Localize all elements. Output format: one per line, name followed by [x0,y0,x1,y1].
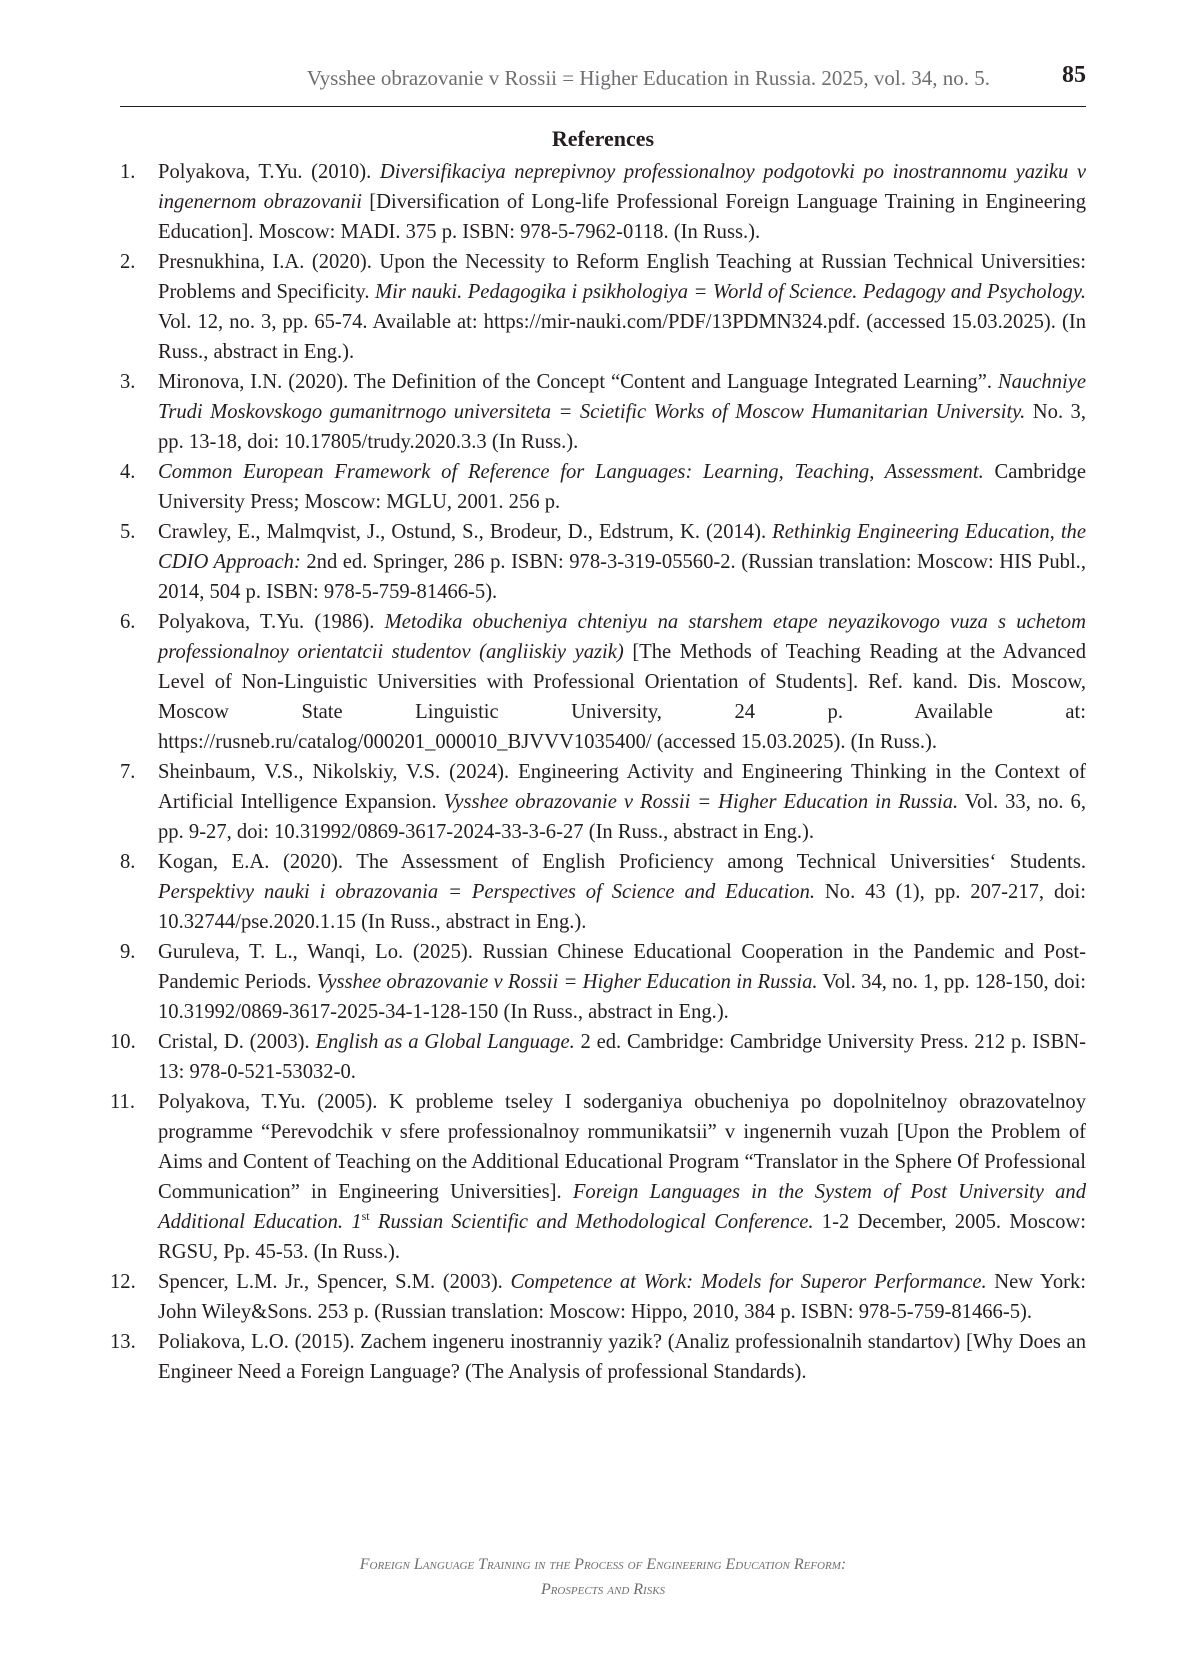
reference-title: Common European Framework of Reference for Languages: Learning, Teaching, Assessment. [158,461,984,483]
reference-title: Nauchniye Trudi Moskovskogo gumanitrnogo universiteta = Scietific Works of Moscow Humanitarian University. [158,371,1086,423]
footer-line-1: Foreign Language Training in the Process of Engineering Education Reform: [359,1556,847,1573]
reference-text: Poliakova, L.O. (2015). Zachem ingeneru inostranniy yazik? (Analiz professionalnih standartov) [Why Does an Engineer Need a Foreign Language? (The Analysis of professional Standards). [158,1331,1086,1383]
reference-item [120,937,1086,1027]
reference-number: 4. [120,461,136,483]
reference-text: Mironova, I.N. (2020). The Definition of the Concept “Content and Language Integrated Learning”. [158,371,998,393]
reference-number: 12. [110,1271,136,1293]
reference-details: [Diversification of Long-life Professional Foreign Language Training in Engineering Education]. Moscow: MADI. 375 p. ISBN: 978-5-7962-0118. (In Russ.). [158,191,1087,243]
reference-number: 8. [120,851,136,873]
reference-details: Vol. 34, no. 1, pp. 128-150, doi: 10.31992/0869-3617-2025-34-1-128-150 (In Russ., abstract in Eng.). [158,971,1087,1023]
reference-text: Spencer, L.M. Jr., Spencer, S.M. (2003). [158,1271,511,1293]
ordinal-superscript: st [361,1209,370,1224]
reference-title: Rethinkig Engineering Education, the CDIO Approach: [158,521,1086,573]
reference-text: Guruleva, T. L., Wanqi, Lo. (2025). Russian Chinese Educational Cooperation in the Pandemic and Post-Pandemic Periods. [158,941,1086,993]
journal-title: Vysshee obrazovanie v Rossii = Higher Education in Russia. 2025, vol. 34, no. 5. [306,66,990,90]
running-footer [120,1552,1086,1602]
reference-number: 7. [120,761,136,783]
reference-details: 1-2 December, 2005. Moscow: RGSU, Pp. 45-53. (In Russ.). [158,1211,1087,1263]
reference-details: 2 ed. Cambridge: Cambridge University Press. 212 p. ISBN-13: 978-0-521-53032-0. [158,1031,1086,1083]
reference-text: Cristal, D. (2003). [158,1031,316,1053]
reference-details: Vol. 33, no. 6, pp. 9-27, doi: 10.31992/0869-3617-2024-33-3-6-27 (In Russ., abstract in Eng.). [158,791,1086,843]
reference-number: 6. [120,611,136,633]
reference-text: Presnukhina, I.A. (2020). Upon the Necessity to Reform English Teaching at Russian Technical Universities: Problems and Specificity. [158,251,1086,303]
reference-number: 2. [120,251,136,273]
reference-item [120,607,1086,757]
reference-details: Vol. 12, no. 3, pp. 65-74. Available at: https://mir-nauki.com/PDF/13PDMN324.pdf. (accessed 15.03.2025). (In Russ., abstract in Eng.). [158,311,1086,363]
reference-number: 1. [120,161,136,183]
page-number: 85 [1062,62,1086,88]
reference-details: Cambridge University Press; Moscow: MGLU, 2001. 256 p. [158,461,1086,513]
reference-item [120,757,1086,847]
reference-item [110,1267,1086,1327]
reference-title: Mir nauki. Pedagogika i psikhologiya = World of Science. Pedagogy and Psychology. [374,281,1086,303]
reference-number: 5. [120,521,136,543]
reference-text: Polyakova, T.Yu. (2010). [158,161,380,183]
reference-item [120,517,1086,607]
reference-title: Diversifikaciya neprepivnoy professionalnoy podgotovki po inostrannomu yaziku v ingenernom obrazovanii [158,161,1087,213]
reference-item [120,457,1086,517]
reference-list [110,157,1087,1387]
reference-title: Metodika obucheniya chteniyu na starshem etape neyazikovogo vuza s uchetom professionalnoy orientatcii studentov (angliiskiy yazik) [158,611,1086,663]
reference-details: [The Methods of Teaching Reading at the Advanced Level of Non-Linguistic Universities with Professional Orientation of Students]. Ref. kand. Dis. Moscow, Moscow State Linguistic University, 24 p. Available at: https://rusneb.ru/catalog/000201_000010_BJVVV1035400/ (accessed 15.03.2025). (In Russ.). [158,641,1086,753]
reference-number: 3. [120,371,136,393]
reference-text: Polyakova, T.Yu. (1986). [158,611,385,633]
reference-text: Kogan, E.A. (2020). The Assessment of English Proficiency among Technical Universities‘ Students. [158,851,1086,873]
reference-item [110,1087,1087,1267]
reference-details: 2nd ed. Springer, 286 p. ISBN: 978-3-319-05560-2. (Russian translation: Moscow: HIS Publ., 2014, 504 p. ISBN: 978-5-759-81466-5). [158,551,1086,603]
reference-title: Perspektivy nauki i obrazovania = Perspectives of Science and Education. [158,881,816,903]
reference-text: Polyakova, T.Yu. (2005). K probleme tseley I soderganiya obucheniya po dopolnitelnoy obrazovatelnoy programme “Perevodchik v sfere professionalnoy rommunikatsii” v ingenernih vuzah [Upon the Problem of Aims and Content of Teaching on the Additional Educational Program “Translator in the Sphere Of Professional Communication” in Engineering Universities]. [158,1091,1086,1203]
reference-title: English as a Global Language. [315,1031,575,1053]
reference-title: Competence at Work: Models for Superor Performance. [510,1271,987,1293]
reference-number: 9. [120,941,136,963]
reference-details: No. 3, pp. 13-18, doi: 10.17805/trudy.2020.3.3 (In Russ.). [158,401,1086,453]
reference-title: Foreign Languages in the System of Post University and Additional Education. 1 [158,1181,1086,1233]
reference-title: Vysshee obrazovanie v Rossii = Higher Education in Russia. [316,971,818,993]
running-header [120,56,1086,107]
reference-details: No. 43 (1), pp. 207-217, doi: 10.32744/pse.2020.1.15 (In Russ., abstract in Eng.). [158,881,1086,933]
reference-item [110,1327,1086,1387]
section-title: References [551,126,655,151]
reference-title: Vysshee obrazovanie v Rossii = Higher Education in Russia. [443,791,959,813]
reference-number: 13. [110,1331,136,1353]
reference-item [120,247,1086,367]
reference-item [120,367,1086,457]
reference-title-cont: Russian Scientific and Methodological Conference. [369,1211,814,1233]
reference-item [110,1027,1086,1087]
reference-item [120,847,1086,937]
reference-number: 11. [110,1091,135,1113]
footer-line-2: Prospects and Risks [540,1581,666,1598]
reference-details: New York: John Wiley&Sons. 253 p. (Russian translation: Moscow: Hippo, 2010, 384 p. ISBN: 978-5-759-81466-5). [158,1271,1086,1323]
reference-item [120,157,1086,247]
reference-text: Sheinbaum, V.S., Nikolskiy, V.S. (2024). Engineering Activity and Engineering Thinking in the Context of Artificial Intelligence Expansion. [158,761,1086,813]
reference-text: Crawley, E., Malmqvist, J., Ostund, S., Brodeur, D., Edstrum, K. (2014). [158,521,773,543]
reference-number: 10. [110,1031,136,1053]
